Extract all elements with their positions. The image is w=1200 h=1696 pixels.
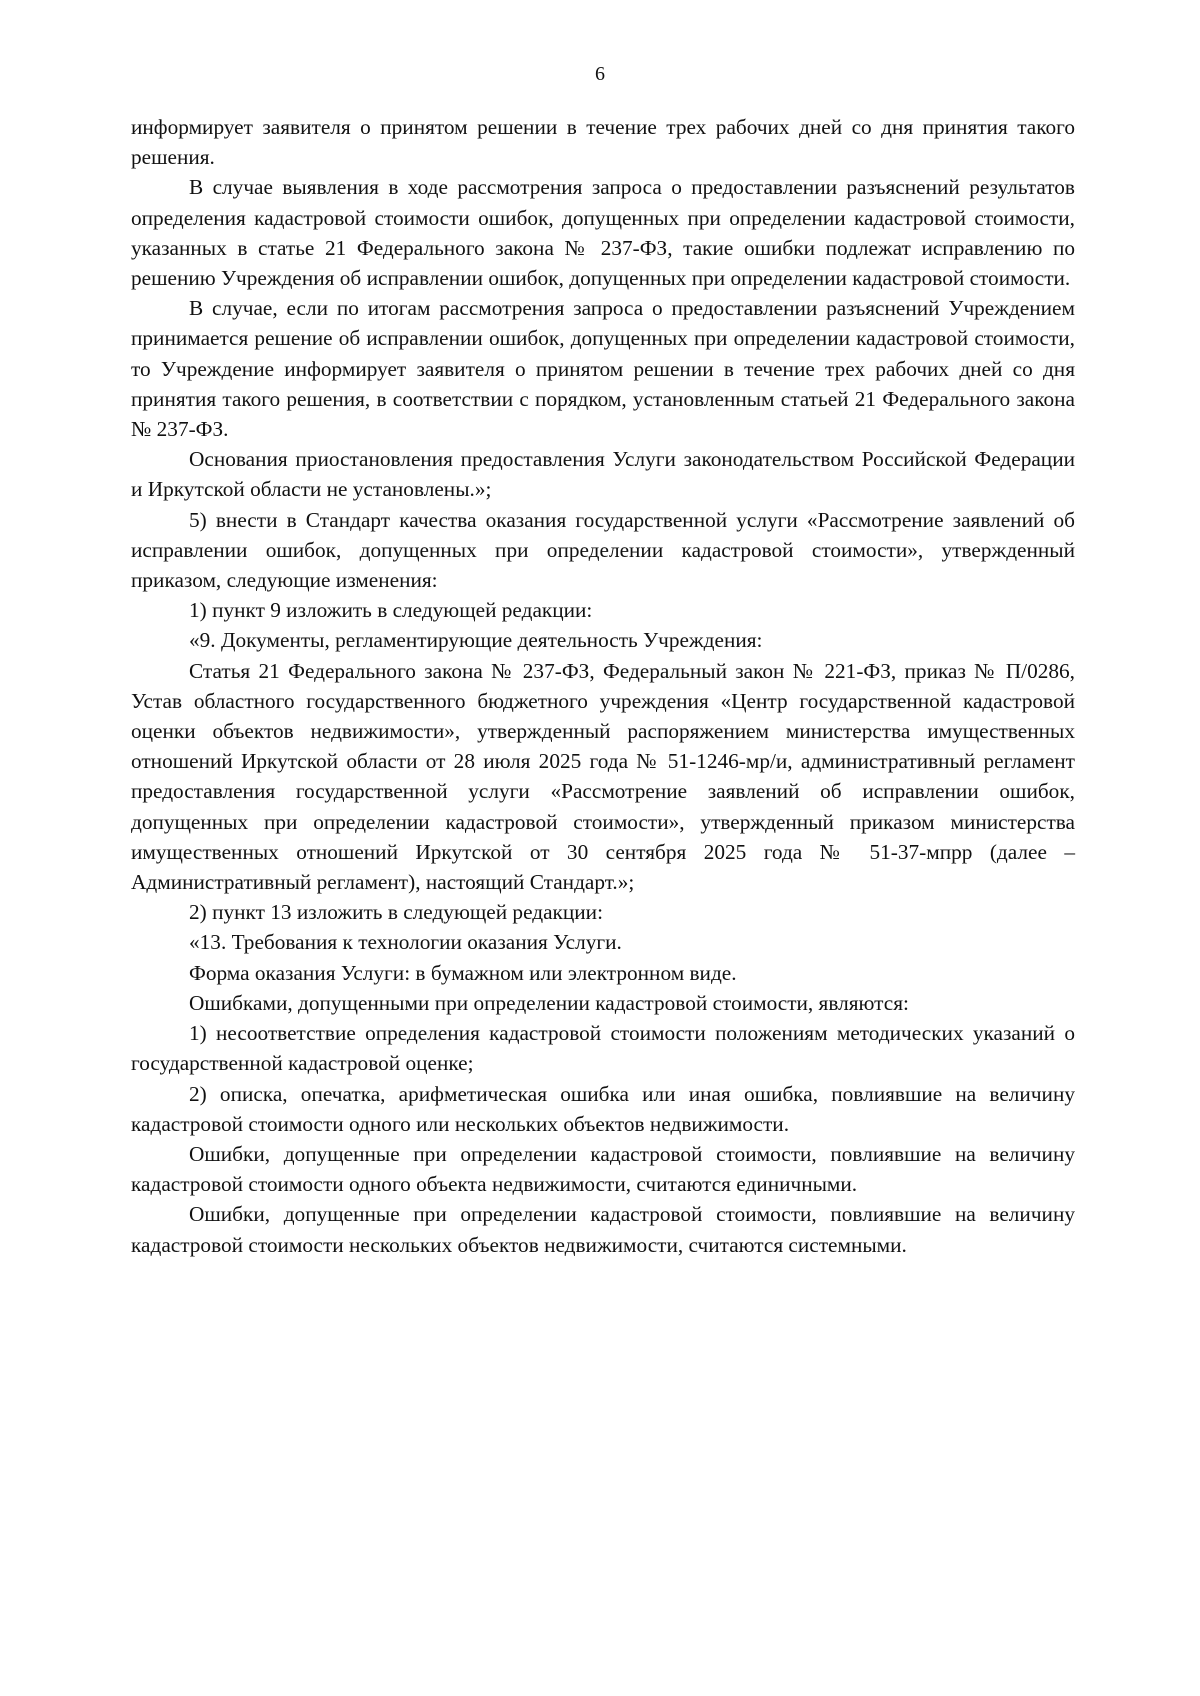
paragraph-errors-list-intro: Ошибками, допущенными при определении кадастровой стоимости, являются: — [189, 990, 909, 1015]
paragraph-clause-9-title: «9. Документы, регламентирующие деятельность Учреждения: — [189, 628, 763, 653]
paragraph-subitem-1: 1) пункт 9 изложить в следующей редакции: — [189, 598, 593, 623]
paragraph-continuation: информирует заявителя о принятом решении в течение трех рабочих дней со дня принятия такого решения. — [131, 115, 1075, 170]
paragraph-errors-found: В случае выявления в ходе рассмотрения запроса о предоставлении разъяснений результатов определения кадастровой стоимости ошибок, допущенных при определении кадастровой стоимости, указанных в статье 21 Федерального закона № 237-ФЗ, такие ошибки подлежат исправлению по решению Учреждения об исправлении ошибок, допущенных при определении кадастровой стоимости. — [131, 175, 1075, 291]
paragraph-error-type-2: 2) описка, опечатка, арифметическая ошибка или иная ошибка, повлиявшие на величину кадастровой стоимости одного или нескольких объектов недвижимости. — [131, 1081, 1075, 1136]
document-body — [131, 112, 1075, 1260]
paragraph-service-form: Форма оказания Услуги: в бумажном или электронном виде. — [189, 960, 737, 985]
paragraph-clause-9-body: Статья 21 Федерального закона № 237-ФЗ, Федеральный закон № 221-ФЗ, приказ № П/0286, Устав областного государственного бюджетного учреждения «Центр государственной кадастровой оценки объектов недвижимости», утвержденный распоряжением министерства имущественных отношений Иркутской области от 28 июля 2025 года № 51-1246-мр/и, административный регламент предоставления государственной услуги «Рассмотрение заявлений об исправлении ошибок, допущенных при определении кадастровой стоимости», утвержденный приказом министерства имущественных отношений Иркутской от 30 сентября 2025 года № 51-37-мпрр (далее – Административный регламент), настоящий Стандарт.»; — [131, 658, 1075, 895]
paragraph-error-type-1: 1) несоответствие определения кадастровой стоимости положениям методических указаний о государственной кадастровой оценке; — [131, 1021, 1075, 1076]
paragraph-single-errors: Ошибки, допущенные при определении кадастровой стоимости, повлиявшие на величину кадастровой стоимости одного объекта недвижимости, считаются единичными. — [131, 1141, 1075, 1197]
paragraph-systemic-errors: Ошибки, допущенные при определении кадастровой стоимости, повлиявшие на величину кадастровой стоимости нескольких объектов недвижимости, считаются системными. — [131, 1202, 1075, 1257]
paragraph-correction-decision: В случае, если по итогам рассмотрения запроса о предоставлении разъяснений Учреждением принимается решение об исправлении ошибок, допущенных при определении кадастровой стоимости, то Учреждение информирует заявителя о принятом решении в течение трех рабочих дней со дня принятия такого решения, в соответствии с порядком, установленным статьей 21 Федерального закона № 237-ФЗ. — [131, 296, 1075, 442]
paragraph-clause-13-title: «13. Требования к технологии оказания Услуги. — [189, 930, 622, 955]
paragraph-suspension-grounds: Основания приостановления предоставления Услуги законодательством Российской Федерации и Иркутской области не установлены.»; — [131, 447, 1075, 502]
paragraph-item-5: 5) внести в Стандарт качества оказания государственной услуги «Рассмотрение заявлений об исправлении ошибок, допущенных при определении кадастровой стоимости», утвержденный приказом, следующие изменения: — [131, 507, 1075, 593]
paragraph-subitem-2: 2) пункт 13 изложить в следующей редакции: — [189, 900, 603, 925]
page-number: 6 — [595, 63, 605, 85]
